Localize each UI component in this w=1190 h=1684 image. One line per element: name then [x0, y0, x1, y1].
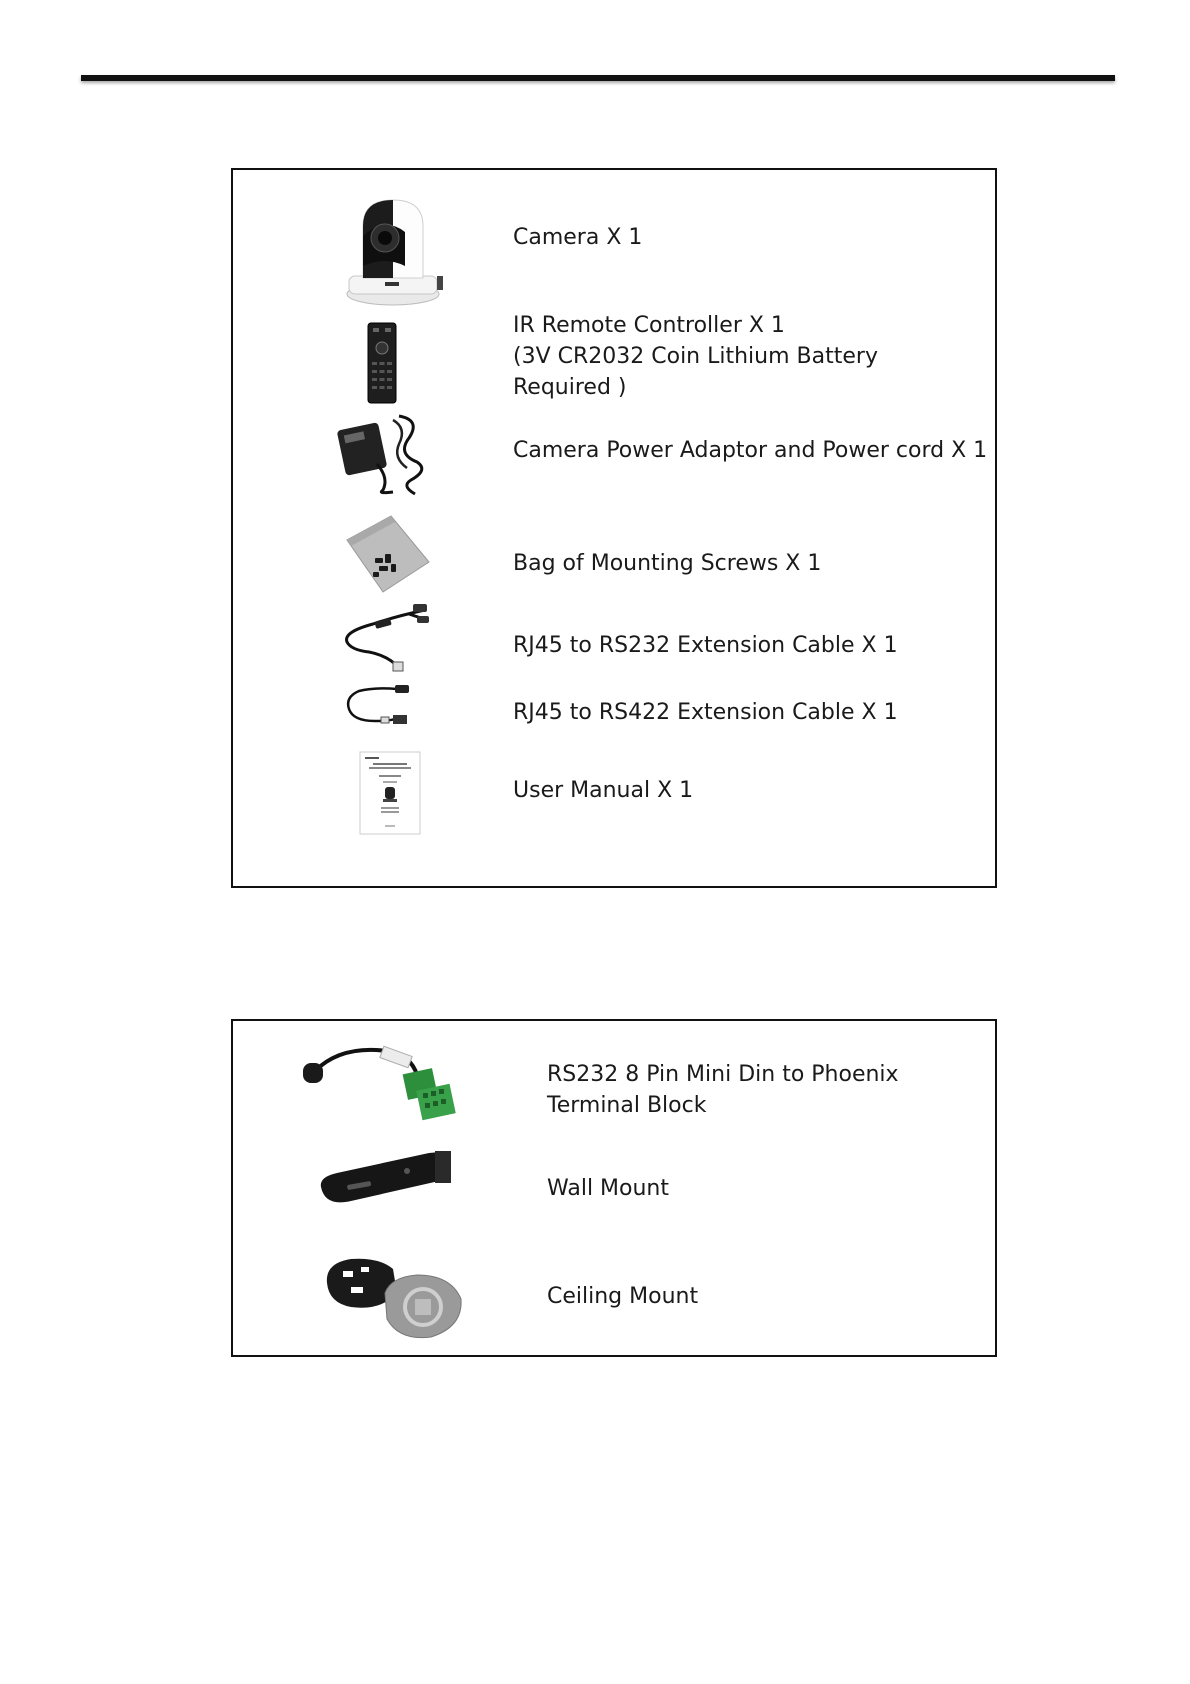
remote-control-icon: [367, 322, 397, 404]
header-rule: [81, 75, 1115, 81]
screw-bag-icon: [345, 514, 431, 594]
item-label: Camera X 1: [513, 225, 643, 250]
ceiling-mount-icon: [321, 1253, 465, 1343]
item-label: User Manual X 1: [513, 778, 694, 803]
list-item: [233, 1131, 995, 1231]
item-label: RJ45 to RS232 Extension Cable X 1: [513, 633, 898, 658]
wall-mount-icon: [317, 1143, 457, 1209]
optional-accessories-box: [231, 1019, 997, 1357]
list-item: [233, 745, 995, 885]
list-item: [233, 675, 995, 745]
camera-icon: [345, 196, 445, 306]
item-label: IR Remote Controller X 1 (3V CR2032 Coin Lithium Battery Required ): [513, 313, 878, 400]
list-item: [233, 410, 995, 500]
item-label: Ceiling Mount: [547, 1284, 699, 1309]
user-manual-icon: [359, 751, 421, 835]
list-item: [233, 1231, 995, 1351]
power-adaptor-icon: [337, 414, 429, 496]
rs232-cable-icon: [339, 600, 431, 672]
list-item: [233, 500, 995, 600]
item-label: Wall Mount: [547, 1176, 669, 1201]
phoenix-terminal-cable-icon: [301, 1041, 467, 1131]
item-label: Camera Power Adaptor and Power cord X 1: [513, 438, 988, 463]
list-item: [233, 1021, 995, 1131]
item-label: RJ45 to RS422 Extension Cable X 1: [513, 700, 898, 725]
list-item: [233, 600, 995, 675]
item-label: RS232 8 Pin Mini Din to Phoenix Terminal Block: [547, 1062, 899, 1118]
list-item: [233, 310, 995, 410]
item-label: Bag of Mounting Screws X 1: [513, 551, 822, 576]
standard-accessories-box: [231, 168, 997, 888]
rs422-cable-icon: [345, 681, 415, 731]
list-item: [233, 170, 995, 310]
